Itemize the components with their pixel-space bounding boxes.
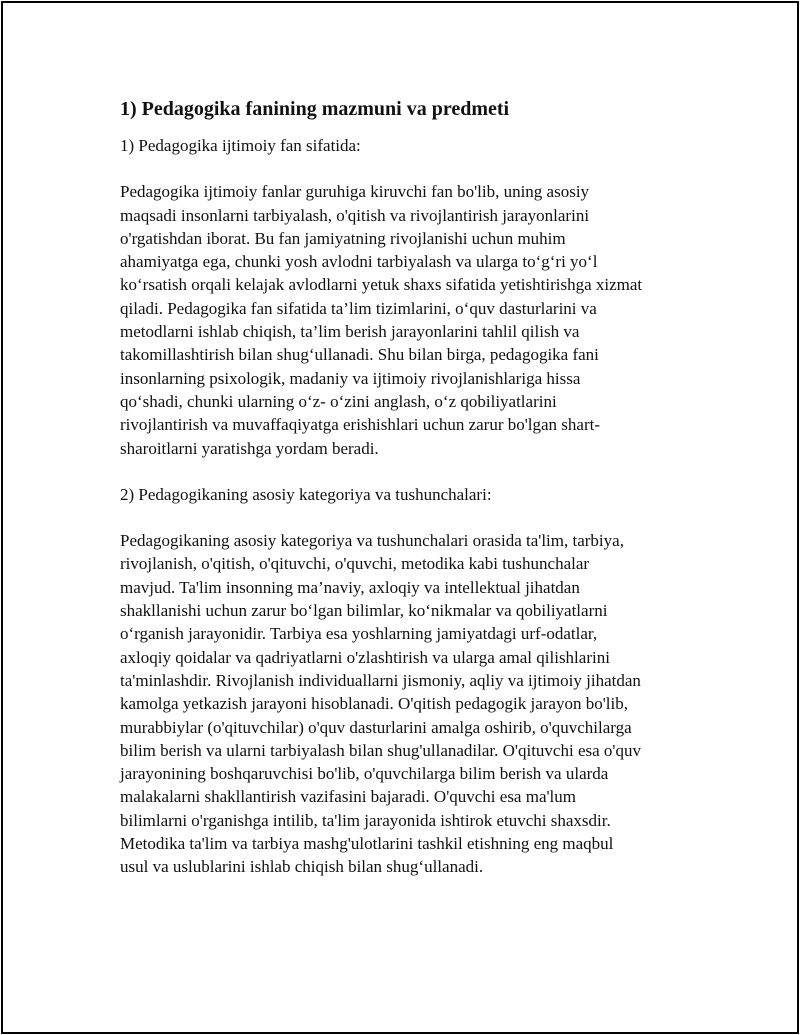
paragraph-gap: [120, 460, 680, 483]
paragraph-line: qo‘shadi, chunki ularning o‘z- o‘zini anglash, o‘z qobiliyatlarini: [120, 391, 557, 411]
paragraph-line: malakalarni shakllantirish vazifasini bajaradi. O'quvchi esa ma'lum: [120, 787, 577, 807]
paragraph-line: jarayonining boshqaruvchisi bo'lib, o'quvchilarga bilim berish va ularda: [120, 764, 609, 784]
paragraph-line: Metodika ta'lim va tarbiya mashg'ulotlarini tashkil etishning eng maqbul: [120, 834, 614, 854]
document-page: [1, 1, 799, 1034]
document-heading: 1) Pedagogika fanining mazmuni va predmeti: [120, 98, 510, 120]
paragraph-line: Pedagogikaning asosiy kategoriya va tushunchalari orasida ta'lim, tarbiya,: [120, 531, 624, 551]
document-body: [120, 95, 680, 879]
paragraph-line: usul va uslublarini ishlab chiqish bilan shug‘ullanadi.: [120, 857, 484, 877]
section-title: 2) Pedagogikaning asosiy kategoriya va tushunchalari:: [120, 484, 492, 504]
paragraph-line: metodlarni ishlab chiqish, ta’lim berish jarayonlarini tahlil qilish va: [120, 322, 580, 342]
paragraph-line: bilim berish va ularni tarbiyalash bilan shug'ullanadilar. O'qituvchi esa o'quv: [120, 740, 641, 760]
paragraph-line: ta'minlashdir. Rivojlanish individuallarni jismoniy, aqliy va ijtimoiy jihatdan: [120, 670, 641, 690]
section-title: 1) Pedagogika ijtimoiy fan sifatida:: [120, 136, 361, 155]
paragraph-line: insonlarning psixologik, madaniy va ijtimoiy rivojlanishlariga hissa: [120, 368, 581, 388]
paragraph-line: qiladi. Pedagogika fan sifatida ta’lim tizimlarini, o‘quv dasturlarini va: [120, 298, 597, 318]
paragraph-line: kamolga yetkazish jarayoni hisoblanadi. O'qitish pedagogik jarayon bo'lib,: [120, 694, 628, 714]
paragraph-line: ahamiyatga ega, chunki yosh avlodni tarbiyalash va ularga to‘g‘ri yo‘l: [120, 252, 598, 272]
paragraph-line: maqsadi insonlarni tarbiyalash, o'qitish va rivojlantirish jarayonlarini: [120, 205, 590, 225]
paragraph-line: Pedagogika ijtimoiy fanlar guruhiga kiruvchi fan bo'lib, uning asosiy: [120, 182, 590, 202]
section-paragraph: [120, 180, 680, 460]
paragraph-line: murabbiylar (o'qituvchilar) o'quv dasturlarini amalga oshirib, o'quvchilarga: [120, 717, 632, 737]
paragraph-line: o'rgatishdan iborat. Bu fan jamiyatning rivojlanishi uchun muhim: [120, 228, 566, 248]
paragraph-line: o‘rganish jarayonidir. Tarbiya esa yoshlarning jamiyatdagi urf-odatlar,: [120, 624, 598, 644]
paragraph-line: bilimlarni o'rganishga intilib, ta'lim jarayonida ishtirok etuvchi shaxsdir.: [120, 810, 611, 830]
paragraph-line: takomillashtirish bilan shug‘ullanadi. Shu bilan birga, pedagogika fani: [120, 345, 599, 365]
paragraph-line: axloqiy qoidalar va qadriyatlarni o'zlashtirish va ularga amal qilishlarini: [120, 647, 610, 667]
paragraph-line: shakllanishi uchun zarur bo‘lgan bilimlar, ko‘nikmalar va qobiliyatlarni: [120, 601, 608, 621]
paragraph-line: sharoitlarni yaratishga yordam beradi.: [120, 438, 379, 458]
paragraph-line: rivojlantirish va muvaffaqiyatga erishishlari uchun zarur bo'lgan shart-: [120, 415, 601, 435]
paragraph-line: ko‘rsatish orqali kelajak avlodlarni yetuk shaxs sifatida yetishtirishga xizmat: [120, 275, 643, 295]
paragraph-line: mavjud. Ta'lim insonning ma’naviy, axloqiy va intellektual jihatdan: [120, 577, 580, 597]
paragraph-line: rivojlanish, o'qitish, o'qituvchi, o'quvchi, metodika kabi tushunchalar: [120, 554, 590, 574]
section-paragraph: [120, 529, 680, 878]
